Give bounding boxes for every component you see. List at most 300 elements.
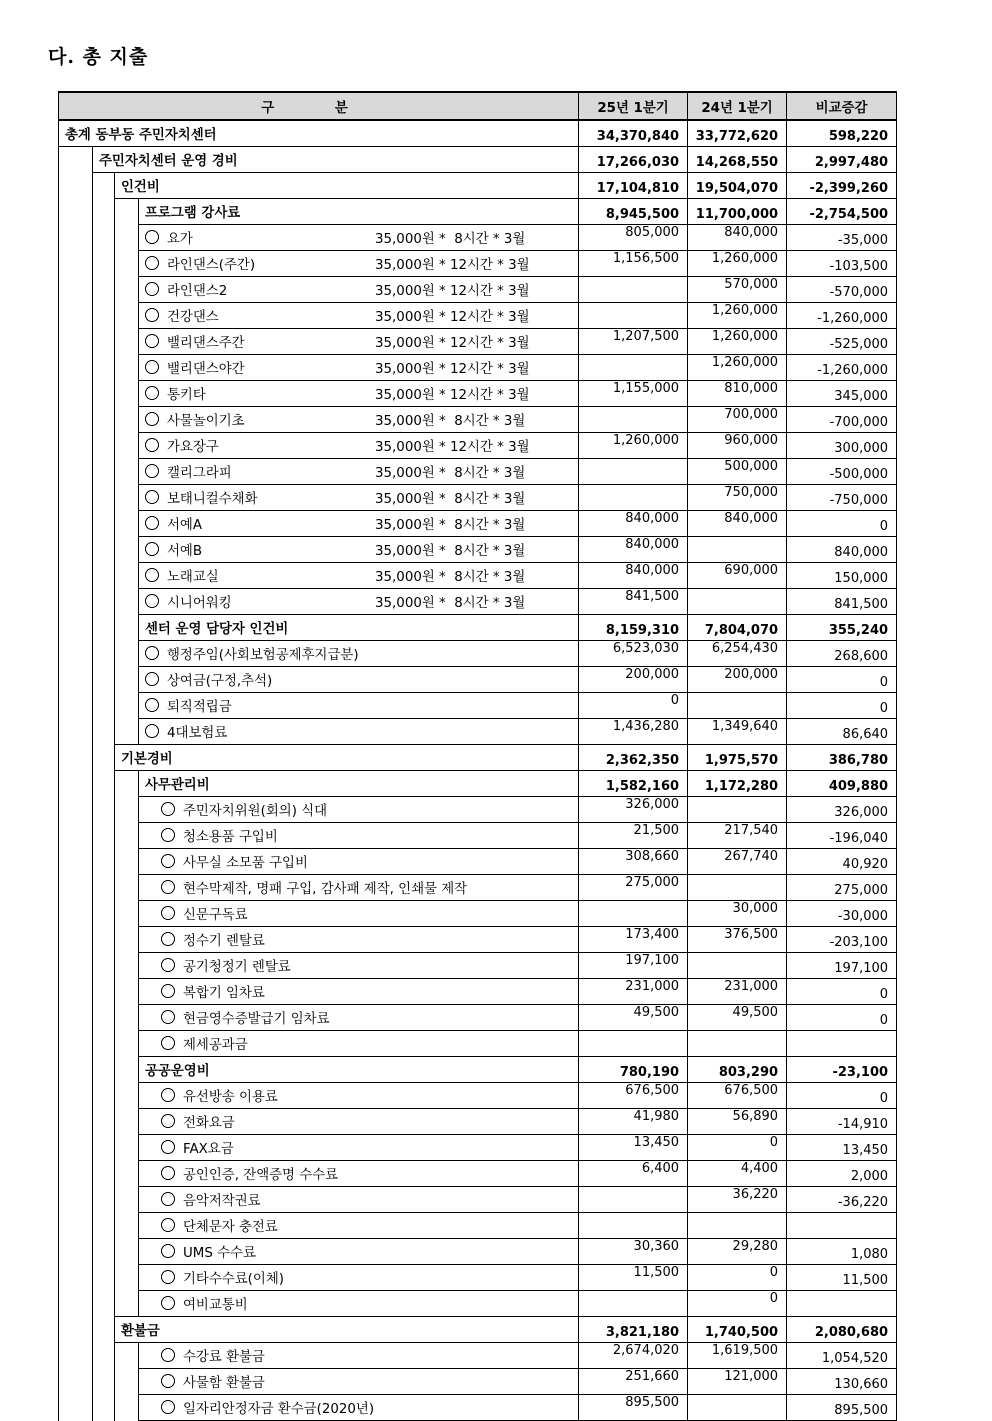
row-label-text: 사무관리비 xyxy=(145,778,210,793)
circle-bullet-icon xyxy=(161,1400,175,1414)
indent-cell xyxy=(59,667,93,693)
table-row xyxy=(59,147,897,173)
indent-cell xyxy=(59,1109,93,1135)
indent-cell xyxy=(59,797,93,823)
indent-cell xyxy=(59,485,93,511)
value-2025-q1: 1,582,160 xyxy=(579,771,688,797)
circle-bullet-icon xyxy=(161,1296,175,1310)
row-label xyxy=(139,563,579,589)
table-row xyxy=(59,433,897,459)
value-2025-q1: 17,104,810 xyxy=(579,173,688,199)
value-2025-q1: 2,362,350 xyxy=(579,745,688,771)
indent-cell xyxy=(93,797,115,823)
indent-cell xyxy=(115,849,139,875)
header-2024-q1: 24년 1분기 xyxy=(688,92,787,120)
value-2025-q1: 8,945,500 xyxy=(579,199,688,225)
fee-formula: 35,000원 * 8시간 * 3월 xyxy=(375,596,526,611)
indent-cell xyxy=(93,329,115,355)
value-2025-q1: 251,660 xyxy=(579,1369,688,1395)
indent-cell xyxy=(115,1265,139,1291)
value-change: 0 xyxy=(787,979,897,1005)
fee-formula: 35,000원 * 8시간 * 3월 xyxy=(375,232,526,247)
value-change: 0 xyxy=(787,1005,897,1031)
indent-cell xyxy=(93,485,115,511)
indent-cell xyxy=(59,771,93,797)
indent-cell xyxy=(115,667,139,693)
indent-cell xyxy=(93,407,115,433)
table-row xyxy=(59,1239,897,1265)
value-2024-q1: 56,890 xyxy=(688,1109,787,1135)
value-2025-q1 xyxy=(579,355,688,381)
value-2024-q1: 29,280 xyxy=(688,1239,787,1265)
table-row xyxy=(59,1031,897,1057)
row-label-text: 일자리안정자금 환수금(2020년) xyxy=(183,1402,375,1417)
value-change: 0 xyxy=(787,667,897,693)
row-label xyxy=(139,1291,579,1317)
indent-cell xyxy=(115,875,139,901)
indent-cell xyxy=(93,563,115,589)
indent-cell xyxy=(115,719,139,745)
row-label-text: 건강댄스 xyxy=(167,310,219,325)
table-row xyxy=(59,225,897,251)
indent-cell xyxy=(93,1057,115,1083)
value-2025-q1: 676,500 xyxy=(579,1083,688,1109)
indent-cell xyxy=(93,589,115,615)
value-2024-q1: 0 xyxy=(688,1291,787,1317)
circle-bullet-icon xyxy=(145,464,159,478)
value-2024-q1: 1,260,000 xyxy=(688,303,787,329)
indent-cell xyxy=(59,1161,93,1187)
value-change: 86,640 xyxy=(787,719,897,745)
value-2024-q1 xyxy=(688,797,787,823)
circle-bullet-icon xyxy=(161,1218,175,1232)
indent-cell xyxy=(115,1369,139,1395)
row-label xyxy=(139,303,579,329)
value-2025-q1: 17,266,030 xyxy=(579,147,688,173)
row-label xyxy=(115,745,579,771)
indent-cell xyxy=(93,1135,115,1161)
value-2024-q1: 49,500 xyxy=(688,1005,787,1031)
value-2024-q1: 0 xyxy=(688,1135,787,1161)
row-label-text: 행정주임(사회보험공제후지급분) xyxy=(167,648,359,663)
row-label-text: 상여금(구정,추석) xyxy=(167,674,273,689)
row-label-text: 공기청정기 렌탈료 xyxy=(183,960,291,975)
indent-cell xyxy=(59,277,93,303)
indent-cell xyxy=(115,485,139,511)
value-2025-q1: 895,500 xyxy=(579,1395,688,1421)
row-label-text: 노래교실 xyxy=(167,570,219,585)
row-label xyxy=(139,849,579,875)
circle-bullet-icon xyxy=(145,360,159,374)
indent-cell xyxy=(93,771,115,797)
value-2024-q1 xyxy=(688,693,787,719)
table-row xyxy=(59,1161,897,1187)
row-label xyxy=(139,277,579,303)
value-change: 150,000 xyxy=(787,563,897,589)
table-row xyxy=(59,901,897,927)
value-change xyxy=(787,1031,897,1057)
indent-cell xyxy=(115,979,139,1005)
indent-cell xyxy=(115,615,139,641)
indent-cell xyxy=(59,225,93,251)
row-label xyxy=(139,797,579,823)
value-2025-q1: 41,980 xyxy=(579,1109,688,1135)
indent-cell xyxy=(115,199,139,225)
value-2024-q1: 1,740,500 xyxy=(688,1317,787,1343)
indent-cell xyxy=(115,355,139,381)
header-2025-q1: 25년 1분기 xyxy=(579,92,688,120)
value-2025-q1: 21,500 xyxy=(579,823,688,849)
value-2024-q1: 19,504,070 xyxy=(688,173,787,199)
value-2025-q1: 326,000 xyxy=(579,797,688,823)
value-2024-q1: 14,268,550 xyxy=(688,147,787,173)
fee-formula: 35,000원 * 12시간 * 3월 xyxy=(375,310,530,325)
value-2025-q1: 841,500 xyxy=(579,589,688,615)
row-label-text: 인건비 xyxy=(121,180,160,195)
row-label-text: 기타수수료(이체) xyxy=(183,1272,284,1287)
indent-cell xyxy=(93,433,115,459)
row-label-text: 제세공과금 xyxy=(183,1038,248,1053)
indent-cell xyxy=(115,927,139,953)
value-2024-q1: 1,619,500 xyxy=(688,1343,787,1369)
row-label-text: 밸리댄스주간 xyxy=(167,336,245,351)
value-2025-q1: 840,000 xyxy=(579,511,688,537)
row-label xyxy=(93,147,579,173)
indent-cell xyxy=(93,1161,115,1187)
indent-cell xyxy=(59,1057,93,1083)
value-change: 345,000 xyxy=(787,381,897,407)
value-change: 355,240 xyxy=(787,615,897,641)
indent-cell xyxy=(115,277,139,303)
row-label xyxy=(139,199,579,225)
indent-cell xyxy=(93,1083,115,1109)
circle-bullet-icon xyxy=(145,282,159,296)
indent-cell xyxy=(93,719,115,745)
value-change: -500,000 xyxy=(787,459,897,485)
row-label-text: 공인인증, 잔액증명 수수료 xyxy=(183,1168,339,1183)
value-2025-q1 xyxy=(579,485,688,511)
indent-cell xyxy=(115,1005,139,1031)
indent-cell xyxy=(59,1395,93,1421)
indent-cell xyxy=(115,1291,139,1317)
table-row xyxy=(59,381,897,407)
circle-bullet-icon xyxy=(145,308,159,322)
value-2025-q1: 0 xyxy=(579,693,688,719)
circle-bullet-icon xyxy=(161,1244,175,1258)
table-row xyxy=(59,277,897,303)
indent-cell xyxy=(59,823,93,849)
circle-bullet-icon xyxy=(145,646,159,660)
indent-cell xyxy=(115,1187,139,1213)
row-label-text: FAX요금 xyxy=(183,1142,234,1157)
indent-cell xyxy=(59,615,93,641)
header-category: 구 분 xyxy=(59,92,579,120)
indent-cell xyxy=(115,693,139,719)
value-change: 2,000 xyxy=(787,1161,897,1187)
fee-formula: 35,000원 * 8시간 * 3월 xyxy=(375,492,526,507)
value-change: 1,080 xyxy=(787,1239,897,1265)
fee-formula: 35,000원 * 12시간 * 3월 xyxy=(375,362,530,377)
value-2025-q1 xyxy=(579,901,688,927)
value-change: -23,100 xyxy=(787,1057,897,1083)
value-2024-q1: 840,000 xyxy=(688,225,787,251)
indent-cell xyxy=(93,1265,115,1291)
table-row xyxy=(59,693,897,719)
table-row xyxy=(59,641,897,667)
indent-cell xyxy=(115,641,139,667)
indent-cell xyxy=(59,927,93,953)
row-label xyxy=(139,1343,579,1369)
indent-cell xyxy=(115,1109,139,1135)
indent-cell xyxy=(59,589,93,615)
row-label-text: UMS 수수료 xyxy=(183,1246,256,1261)
value-2024-q1 xyxy=(688,1031,787,1057)
indent-cell xyxy=(59,511,93,537)
circle-bullet-icon xyxy=(161,906,175,920)
indent-cell xyxy=(93,1109,115,1135)
table-row xyxy=(59,927,897,953)
row-label-text: 주민자치센터 운영 경비 xyxy=(99,154,238,169)
indent-cell xyxy=(115,1057,139,1083)
value-change: 11,500 xyxy=(787,1265,897,1291)
row-label-text: 현수막제작, 명패 구입, 감사패 제작, 인쇄물 제작 xyxy=(183,882,468,897)
table-row xyxy=(59,1265,897,1291)
value-2024-q1 xyxy=(688,537,787,563)
value-change: -700,000 xyxy=(787,407,897,433)
row-label xyxy=(139,927,579,953)
value-2024-q1: 376,500 xyxy=(688,927,787,953)
value-2024-q1 xyxy=(688,875,787,901)
value-2024-q1: 840,000 xyxy=(688,511,787,537)
circle-bullet-icon xyxy=(161,1270,175,1284)
value-2025-q1: 49,500 xyxy=(579,1005,688,1031)
row-label xyxy=(139,355,579,381)
indent-cell xyxy=(115,1083,139,1109)
row-label xyxy=(139,1109,579,1135)
table-row xyxy=(59,1317,897,1343)
table-row xyxy=(59,303,897,329)
circle-bullet-icon xyxy=(145,594,159,608)
value-change: -203,100 xyxy=(787,927,897,953)
row-label xyxy=(139,1213,579,1239)
row-label xyxy=(139,1083,579,1109)
indent-cell xyxy=(59,953,93,979)
value-change: 13,450 xyxy=(787,1135,897,1161)
indent-cell xyxy=(59,251,93,277)
value-change: -1,260,000 xyxy=(787,303,897,329)
indent-cell xyxy=(59,979,93,1005)
value-change: 841,500 xyxy=(787,589,897,615)
row-label-text: 사물함 환불금 xyxy=(183,1376,265,1391)
value-2025-q1: 197,100 xyxy=(579,953,688,979)
circle-bullet-icon xyxy=(161,1348,175,1362)
indent-cell xyxy=(59,1083,93,1109)
table-row xyxy=(59,1057,897,1083)
value-change: 895,500 xyxy=(787,1395,897,1421)
indent-cell xyxy=(59,745,93,771)
row-label-text: 사물놀이기초 xyxy=(167,414,245,429)
row-label-text: 단체문자 충전료 xyxy=(183,1220,278,1235)
table-row xyxy=(59,589,897,615)
value-2025-q1: 6,400 xyxy=(579,1161,688,1187)
value-2025-q1: 780,190 xyxy=(579,1057,688,1083)
row-label xyxy=(139,1031,579,1057)
indent-cell xyxy=(115,251,139,277)
value-change: -14,910 xyxy=(787,1109,897,1135)
indent-cell xyxy=(93,511,115,537)
value-2025-q1: 840,000 xyxy=(579,537,688,563)
value-2025-q1 xyxy=(579,303,688,329)
value-change: -196,040 xyxy=(787,823,897,849)
row-label-text: 라인댄스(주간) xyxy=(167,258,256,273)
circle-bullet-icon xyxy=(161,1192,175,1206)
row-label xyxy=(115,173,579,199)
indent-cell xyxy=(115,589,139,615)
value-change: -1,260,000 xyxy=(787,355,897,381)
row-label-text: 유선방송 이용료 xyxy=(183,1090,278,1105)
value-change: 0 xyxy=(787,511,897,537)
circle-bullet-icon xyxy=(161,1114,175,1128)
indent-cell xyxy=(115,823,139,849)
row-label xyxy=(139,1369,579,1395)
indent-cell xyxy=(59,355,93,381)
value-2025-q1: 6,523,030 xyxy=(579,641,688,667)
value-change: -750,000 xyxy=(787,485,897,511)
circle-bullet-icon xyxy=(161,802,175,816)
value-change: -36,220 xyxy=(787,1187,897,1213)
row-label-text: 밸리댄스야간 xyxy=(167,362,245,377)
row-label xyxy=(139,485,579,511)
value-2024-q1: 1,349,640 xyxy=(688,719,787,745)
row-label-text: 통키타 xyxy=(167,388,206,403)
indent-cell xyxy=(59,303,93,329)
indent-cell xyxy=(115,407,139,433)
value-change: 275,000 xyxy=(787,875,897,901)
indent-cell xyxy=(115,1161,139,1187)
value-2024-q1 xyxy=(688,953,787,979)
row-label xyxy=(139,693,579,719)
row-label xyxy=(139,407,579,433)
value-change: 40,920 xyxy=(787,849,897,875)
value-2024-q1: 700,000 xyxy=(688,407,787,433)
value-change: 386,780 xyxy=(787,745,897,771)
value-change: 1,054,520 xyxy=(787,1343,897,1369)
value-change xyxy=(787,1213,897,1239)
value-2025-q1 xyxy=(579,459,688,485)
value-2025-q1: 1,155,000 xyxy=(579,381,688,407)
value-2024-q1: 500,000 xyxy=(688,459,787,485)
indent-cell xyxy=(59,407,93,433)
value-2025-q1: 1,436,280 xyxy=(579,719,688,745)
value-2024-q1: 30,000 xyxy=(688,901,787,927)
indent-cell xyxy=(59,1317,93,1343)
table-row xyxy=(59,745,897,771)
row-label-text: 가요장구 xyxy=(167,440,219,455)
fee-formula: 35,000원 * 12시간 * 3월 xyxy=(375,258,530,273)
table-row xyxy=(59,1213,897,1239)
indent-cell xyxy=(115,771,139,797)
row-label-text: 신문구독료 xyxy=(183,908,248,923)
row-label xyxy=(139,1265,579,1291)
value-2024-q1: 690,000 xyxy=(688,563,787,589)
row-label-text: 요가 xyxy=(167,232,193,247)
row-label xyxy=(139,875,579,901)
indent-cell xyxy=(59,433,93,459)
row-label-text: 사무실 소모품 구입비 xyxy=(183,856,308,871)
indent-cell xyxy=(115,1031,139,1057)
value-2025-q1: 1,156,500 xyxy=(579,251,688,277)
table-row xyxy=(59,849,897,875)
value-2025-q1: 30,360 xyxy=(579,1239,688,1265)
row-label-text: 수강료 환불금 xyxy=(183,1350,265,1365)
row-label xyxy=(139,771,579,797)
value-2024-q1: 6,254,430 xyxy=(688,641,787,667)
indent-cell xyxy=(59,875,93,901)
row-label-text: 4대보험료 xyxy=(167,726,228,741)
indent-cell xyxy=(93,1291,115,1317)
indent-cell xyxy=(93,1213,115,1239)
table-row xyxy=(59,459,897,485)
row-label-text: 센터 운영 담당자 인건비 xyxy=(145,622,289,637)
value-2024-q1: 7,804,070 xyxy=(688,615,787,641)
value-2025-q1: 1,260,000 xyxy=(579,433,688,459)
circle-bullet-icon xyxy=(161,932,175,946)
row-label-text: 환불금 xyxy=(121,1324,160,1339)
indent-cell xyxy=(93,953,115,979)
circle-bullet-icon xyxy=(145,490,159,504)
fee-formula: 35,000원 * 8시간 * 3월 xyxy=(375,414,526,429)
row-label xyxy=(139,979,579,1005)
circle-bullet-icon xyxy=(145,542,159,556)
value-2025-q1 xyxy=(579,277,688,303)
row-label-text: 퇴직적립금 xyxy=(167,700,232,715)
indent-cell xyxy=(93,823,115,849)
indent-cell xyxy=(115,563,139,589)
indent-cell xyxy=(59,147,93,173)
value-2024-q1: 960,000 xyxy=(688,433,787,459)
circle-bullet-icon xyxy=(145,672,159,686)
table-row xyxy=(59,120,897,147)
row-label-text: 공공운영비 xyxy=(145,1064,210,1079)
table-row xyxy=(59,979,897,1005)
row-label xyxy=(139,1161,579,1187)
indent-cell xyxy=(93,225,115,251)
table-row xyxy=(59,511,897,537)
fee-formula: 35,000원 * 12시간 * 3월 xyxy=(375,440,530,455)
table-row xyxy=(59,329,897,355)
row-label xyxy=(139,1395,579,1421)
fee-formula: 35,000원 * 8시간 * 3월 xyxy=(375,466,526,481)
indent-cell xyxy=(59,1239,93,1265)
row-label-text: 서예B xyxy=(167,544,203,559)
value-2024-q1: 810,000 xyxy=(688,381,787,407)
indent-cell xyxy=(93,615,115,641)
indent-cell xyxy=(115,511,139,537)
indent-cell xyxy=(93,641,115,667)
value-2024-q1: 231,000 xyxy=(688,979,787,1005)
indent-cell xyxy=(59,1031,93,1057)
indent-cell xyxy=(115,381,139,407)
circle-bullet-icon xyxy=(161,1374,175,1388)
indent-cell xyxy=(93,693,115,719)
indent-cell xyxy=(59,1213,93,1239)
indent-cell xyxy=(115,459,139,485)
indent-cell xyxy=(115,1239,139,1265)
table-row xyxy=(59,875,897,901)
table-row xyxy=(59,1187,897,1213)
row-label xyxy=(139,1239,579,1265)
row-label xyxy=(139,1187,579,1213)
